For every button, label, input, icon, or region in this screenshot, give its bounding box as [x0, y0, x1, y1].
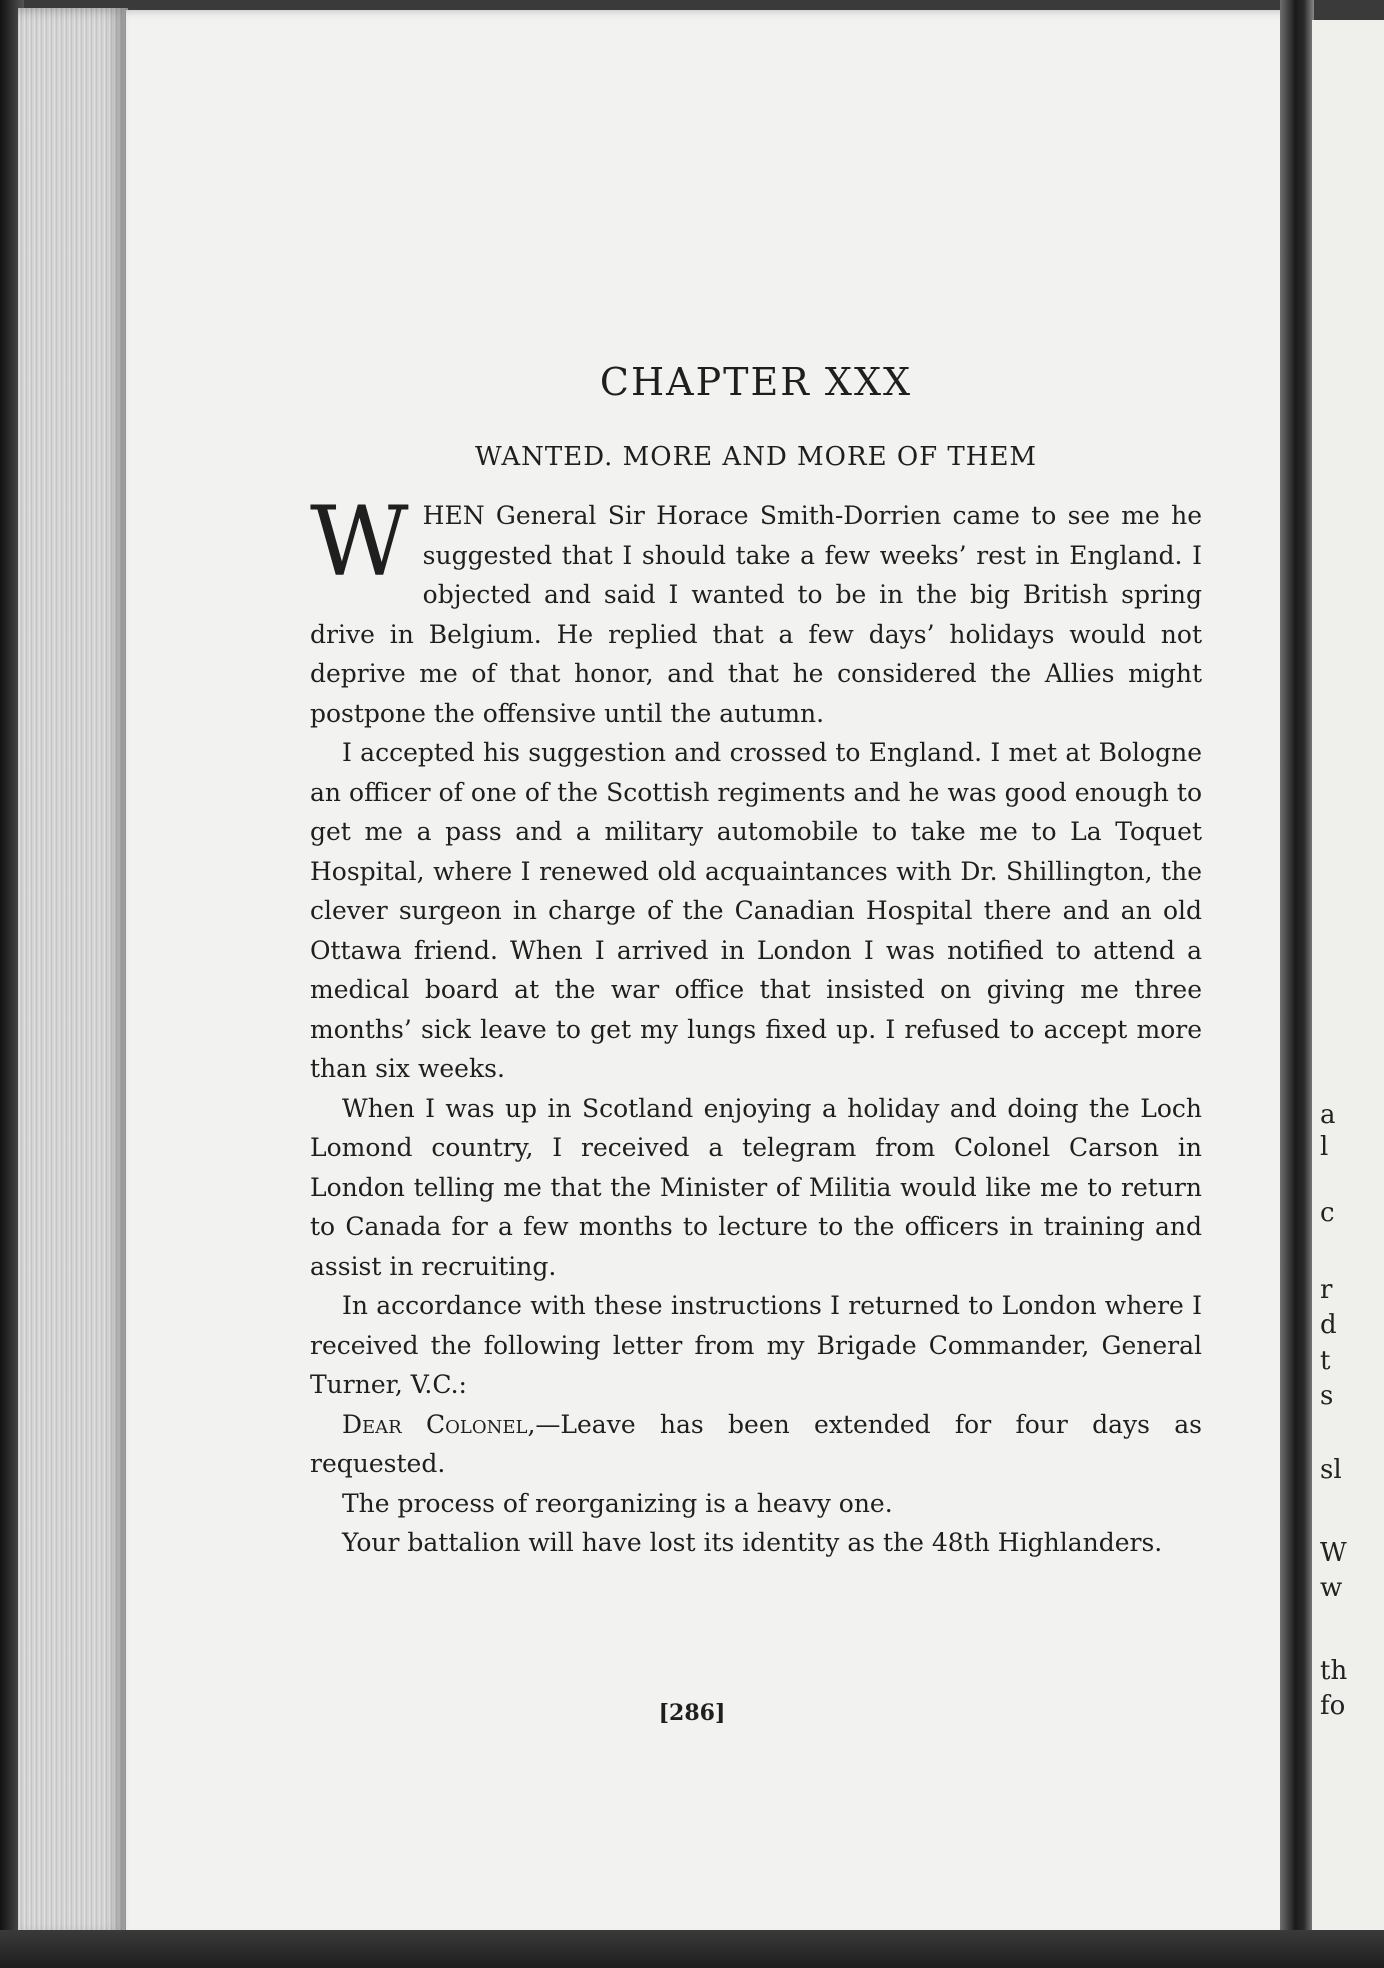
facing-page-fragment: fo	[1320, 1691, 1346, 1721]
paragraph-1	[310, 486, 1202, 733]
paragraph-6: The process of reorganizing is a heavy one.	[342, 1488, 893, 1518]
book-gutter	[1280, 0, 1314, 1968]
facing-page-fragment: th	[1320, 1656, 1348, 1686]
drop-cap: W	[310, 486, 409, 598]
facing-page-fragment: l	[1320, 1132, 1329, 1162]
facing-page-fragment: r	[1320, 1275, 1333, 1305]
facing-page-fragment: w	[1320, 1573, 1343, 1603]
facing-page-fragment: c	[1320, 1198, 1335, 1228]
paragraph-1-text: HEN General Sir Horace Smith-Dorrien came to see me he suggested that I should take a few weeks’ rest in England. I objected and said I wanted to be in the big British spring drive in Belgium. He replied that a few days’ holidays would not deprive me of that honor, and that he considered the Allies might postpone the offensive until the autumn.	[310, 501, 1202, 728]
letter-text: —Leave has been extended for four days as requested.	[310, 1409, 1202, 1478]
paragraph-2: I accepted his suggestion and crossed to England. I met at Bologne an officer of one of the Scottish regiments and he was good enough to get me a pass and a military automobile to take me to La Toquet Hospital, where I renewed old acquaintances with Dr. Shillington, the clever surgeon in charge of the Canadian Hospital there and an old Ottawa friend. When I arrived in London I was notified to attend a medical board at the war office that insisted on giving me three months’ sick leave to get my lungs fixed up. I refused to accept more than six weeks.	[310, 738, 1202, 1083]
facing-page-fragment: d	[1320, 1310, 1337, 1340]
facing-page	[1312, 20, 1384, 1940]
facing-page-fragment: W	[1320, 1538, 1347, 1568]
chapter-subtitle: WANTED. MORE AND MORE OF THEM	[474, 442, 1038, 472]
facing-page-fragment: s	[1320, 1381, 1334, 1411]
facing-page-fragment: t	[1320, 1346, 1331, 1376]
paragraph-7: Your battalion will have lost its identity as the 48th Highlanders.	[342, 1528, 1163, 1557]
book-page-edges	[18, 8, 128, 1938]
paragraph-3: When I was up in Scotland enjoying a holiday and doing the Loch Lomond country, I received a telegram from Colonel Carson in London telling me that the Minister of Militia would like me to return to Canada for a few months to lecture to the officers in training and assist in recruiting.	[310, 1093, 1202, 1281]
chapter-title: CHAPTER XXX	[599, 360, 913, 404]
page-text	[310, 360, 1202, 1563]
facing-page-fragment: sl	[1320, 1455, 1342, 1485]
letter-salutation: Dear Colonel,	[342, 1409, 536, 1439]
page-number: [286]	[658, 1700, 726, 1726]
paragraph-4: In accordance with these instructions I returned to London where I received the following letter from my Brigade Commander, General Turner, V.C.:	[310, 1291, 1202, 1399]
scan-bottom-edge	[0, 1930, 1384, 1968]
facing-page-fragment: a	[1320, 1100, 1336, 1130]
letter-salutation-paragraph	[310, 1405, 1202, 1484]
